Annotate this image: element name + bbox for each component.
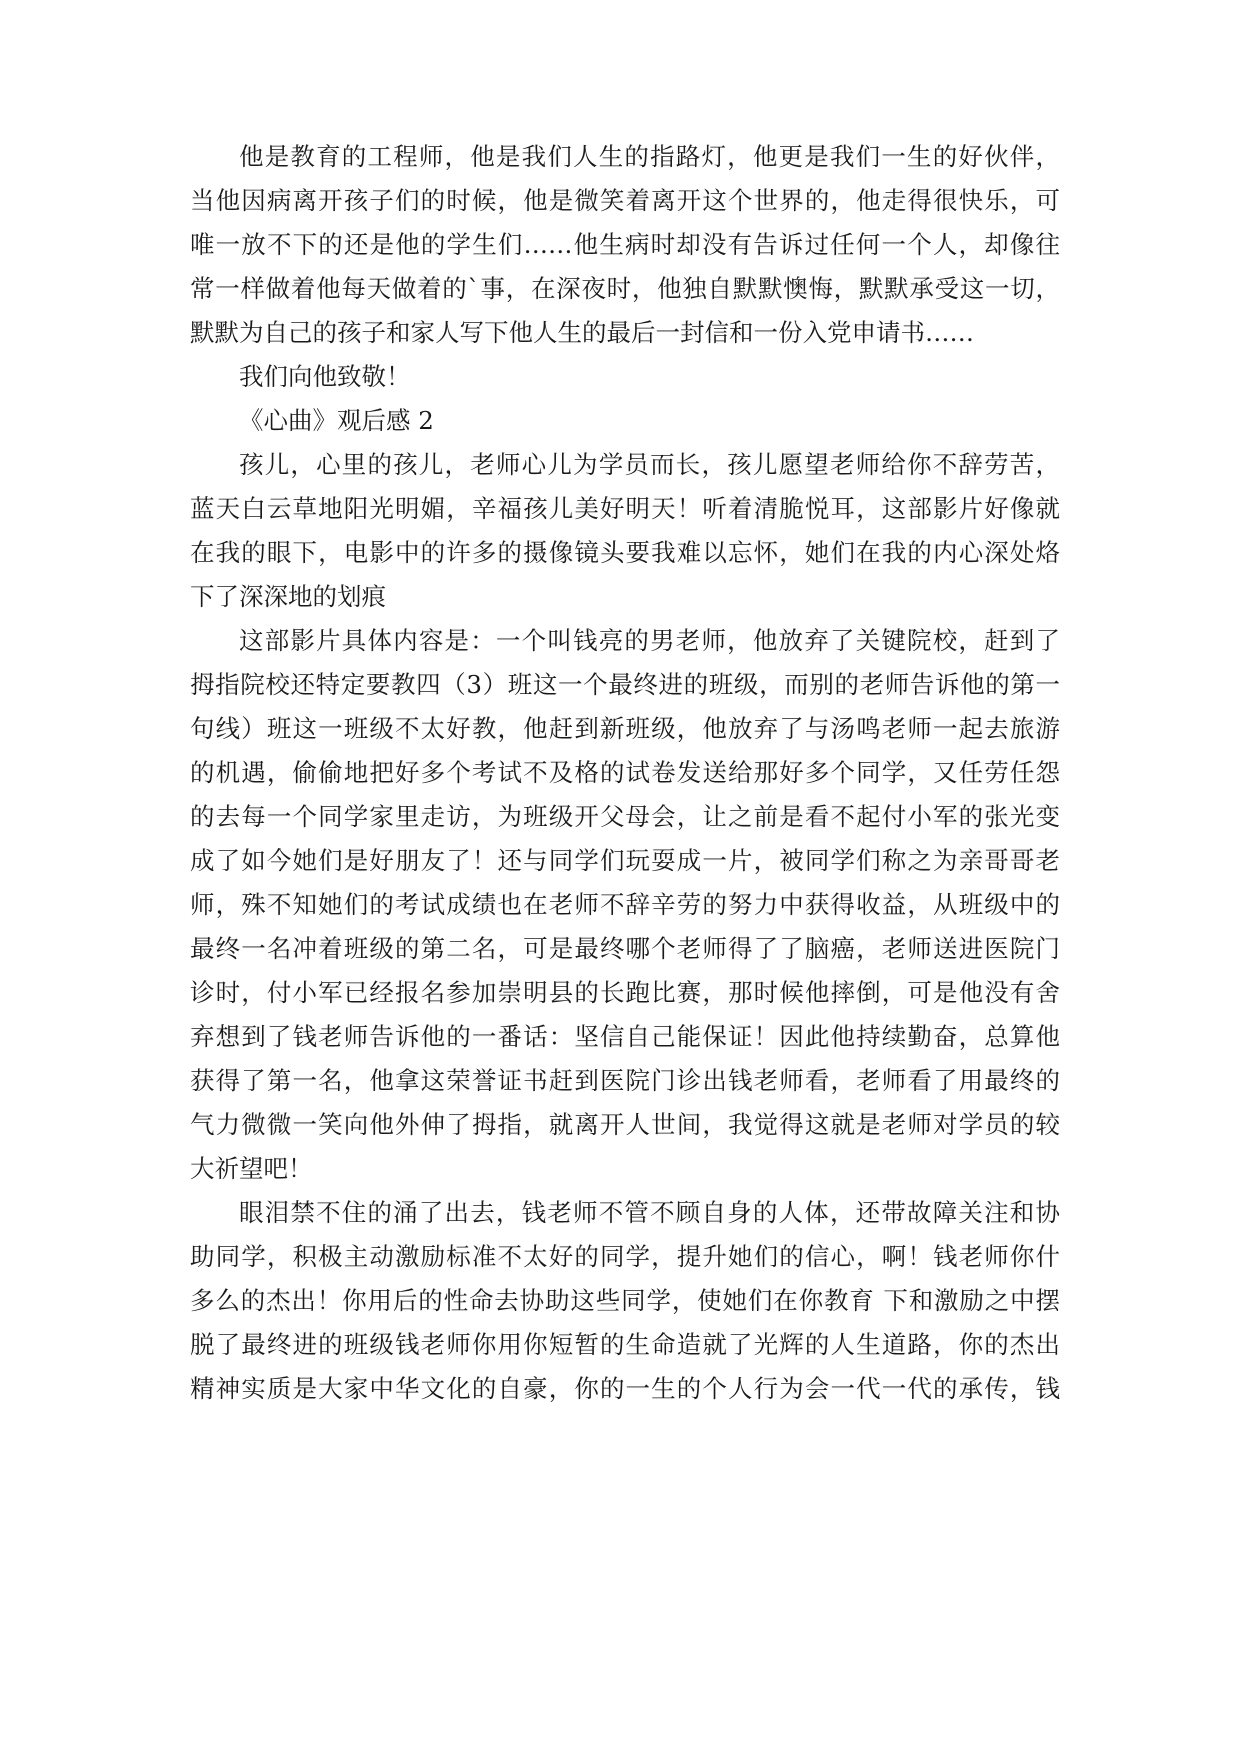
text-line: 我们向他致敬！ bbox=[239, 362, 411, 391]
text-line: 拇指院校还特定要教四（3）班这一个最终进的班级，而别的老师告诉他的第一 bbox=[190, 670, 1060, 699]
text-line: 他是教育的工程师，他是我们人生的指路灯，他更是我们一生的好伙伴， bbox=[239, 142, 1060, 171]
text-line: 诊时，付小军已经报名参加崇明县的长跑比赛，那时候他摔倒，可是他没有舍 bbox=[190, 978, 1060, 1007]
text-line: 大祈望吧！ bbox=[190, 1154, 313, 1183]
text-line: 常一样做着他每天做着的`事，在深夜时，他独自默默懊悔，默默承受这一切， bbox=[190, 274, 1060, 303]
text-line: 气力微微一笑向他外伸了拇指，就离开人世间，我觉得这就是老师对学员的较 bbox=[190, 1110, 1060, 1139]
text-line: 当他因病离开孩子们的时候，他是微笑着离开这个世界的，他走得很快乐，可 bbox=[190, 186, 1060, 215]
text-line: 获得了第一名，他拿这荣誉证书赶到医院门诊出钱老师看，老师看了用最终的 bbox=[190, 1066, 1060, 1095]
section-heading: 《心曲》观后感 2 bbox=[239, 406, 434, 435]
text-line: 最终一名冲着班级的第二名，可是最终哪个老师得了了脑癌，老师送进医院门 bbox=[190, 934, 1060, 963]
text-line: 成了如今她们是好朋友了！还与同学们玩耍成一片，被同学们称之为亲哥哥老 bbox=[190, 846, 1060, 875]
text-line: 句线）班这一班级不太好教，他赶到新班级，他放弃了与汤鸣老师一起去旅游 bbox=[190, 714, 1060, 743]
text-line: 这部影片具体内容是：一个叫钱亮的男老师，他放弃了关键院校，赶到了 bbox=[239, 626, 1060, 655]
text-line: 在我的眼下，电影中的许多的摄像镜头要我难以忘怀，她们在我的内心深处烙 bbox=[190, 538, 1060, 567]
text-line: 的机遇，偷偷地把好多个考试不及格的试卷发送给那好多个同学，又任劳任怨 bbox=[190, 758, 1060, 787]
text-line: 的去每一个同学家里走访，为班级开父母会，让之前是看不起付小军的张光变 bbox=[190, 802, 1060, 831]
text-line: 精神实质是大家中华文化的自豪，你的一生的个人行为会一代一代的承传，钱 bbox=[190, 1374, 1060, 1403]
text-line: 眼泪禁不住的涌了出去，钱老师不管不顾自身的人体，还带故障关注和协 bbox=[239, 1198, 1060, 1227]
text-line: 脱了最终进的班级钱老师你用你短暂的生命造就了光辉的人生道路，你的杰出 bbox=[190, 1330, 1060, 1359]
text-line: 蓝天白云草地阳光明媚，辛福孩儿美好明天！听着清脆悦耳，这部影片好像就 bbox=[190, 494, 1060, 523]
text-line: 师，殊不知她们的考试成绩也在老师不辞辛劳的努力中获得收益，从班级中的 bbox=[190, 890, 1060, 919]
text-line: 下了深深地的划痕 bbox=[190, 582, 386, 611]
text-line: 唯一放不下的还是他的学生们……他生病时却没有告诉过任何一个人，却像往 bbox=[190, 230, 1060, 259]
text-line: 弃想到了钱老师告诉他的一番话：坚信自己能保证！因此他持续勤奋，总算他 bbox=[190, 1022, 1060, 1051]
text-line: 助同学，积极主动激励标准不太好的同学，提升她们的信心，啊！钱老师你什 bbox=[190, 1242, 1060, 1271]
text-line: 孩儿，心里的孩儿，老师心儿为学员而长，孩儿愿望老师给你不辞劳苦， bbox=[239, 450, 1060, 479]
text-line: 多么的杰出！你用后的性命去协助这些同学，使她们在你教育 下和激励之中摆 bbox=[190, 1286, 1060, 1315]
text-line: 默默为自己的孩子和家人写下他人生的最后一封信和一份入党申请书…… bbox=[190, 318, 974, 347]
